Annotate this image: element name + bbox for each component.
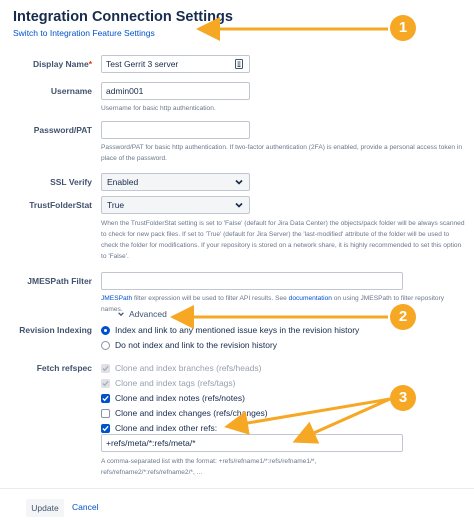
refspec-changes-checkbox[interactable]: Clone and index changes (refs/changes) (101, 408, 268, 418)
username-field[interactable]: admin001 (101, 82, 250, 100)
trust-folder-stat-label: TrustFolderStat (29, 200, 92, 210)
refspec-other-checkbox[interactable]: Clone and index other refs: (101, 423, 217, 433)
annotation-badge-2: 2 (390, 304, 416, 330)
password-label: Password/PAT (33, 125, 92, 135)
arrow-3a (230, 399, 390, 426)
jmespath-label: JMESPath Filter (27, 276, 92, 286)
trust-folder-stat-select[interactable]: True (101, 196, 250, 214)
revision-no-index-radio[interactable]: Do not index and link to the revision history (101, 340, 277, 350)
refspec-help: A comma-separated list with the format: +refs/refname1/*:refs/refname1/*, refs/refname2/*:refs/refname2/*, ... (101, 458, 317, 476)
ssl-verify-select[interactable]: Enabled (101, 173, 250, 191)
refspec-notes-checkbox[interactable]: Clone and index notes (refs/notes) (101, 393, 245, 403)
password-help: Password/PAT for basic http authentication. If two-factor authentication (2FA) is enabled, provide a personal access token in place of the password. (101, 144, 463, 162)
jmespath-help: JMESPath filter expression will be used to filter API results. See documentation on using JMESPath to filter repository names. (101, 295, 445, 313)
feature-settings-link[interactable]: Switch to Integration Feature Settings (13, 28, 155, 38)
refspec-branches-checkbox: Clone and index branches (refs/heads) (101, 363, 261, 373)
jmespath-link[interactable]: JMESPath (101, 295, 133, 302)
advanced-toggle[interactable]: Advanced (117, 309, 167, 319)
display-name-label: Display Name* (32, 59, 92, 69)
update-button[interactable]: Update (26, 499, 64, 517)
page-title: Integration Connection Settings (13, 9, 233, 25)
refspec-tags-checkbox: Clone and index tags (refs/tags) (101, 378, 235, 388)
username-help: Username for basic http authentication. (101, 105, 216, 112)
other-refs-field[interactable]: +refs/meta/*:refs/meta/* (101, 434, 403, 452)
cancel-link[interactable]: Cancel (72, 502, 99, 512)
display-name-field[interactable]: Test Gerrit 3 server (101, 55, 250, 73)
annotation-badge-3: 3 (390, 385, 416, 411)
trust-folder-stat-help: When the TrustFolderStat setting is set to 'False' (default for Jira Data Center) the objects/pack folder will be always scanned to check for new pack files. If set to 'True' (default for Jira Server) the 'last-modified' attribute of the folder will be used to check the folder for modifications. If your repository is stored on a network share, it is highly recommended to set this option to 'False'. (101, 220, 465, 260)
annotation-badge-1: 1 (390, 15, 416, 41)
ssl-verify-label: SSL Verify (50, 177, 92, 187)
fetch-refspec-label: Fetch refspec (36, 363, 92, 373)
documentation-link[interactable]: documentation (288, 295, 332, 302)
revision-index-radio[interactable]: Index and link to any mentioned issue keys in the revision history (101, 325, 359, 335)
username-label: Username (50, 86, 92, 96)
revision-indexing-label: Revision Indexing (19, 325, 92, 335)
arrow-3b (298, 399, 390, 440)
